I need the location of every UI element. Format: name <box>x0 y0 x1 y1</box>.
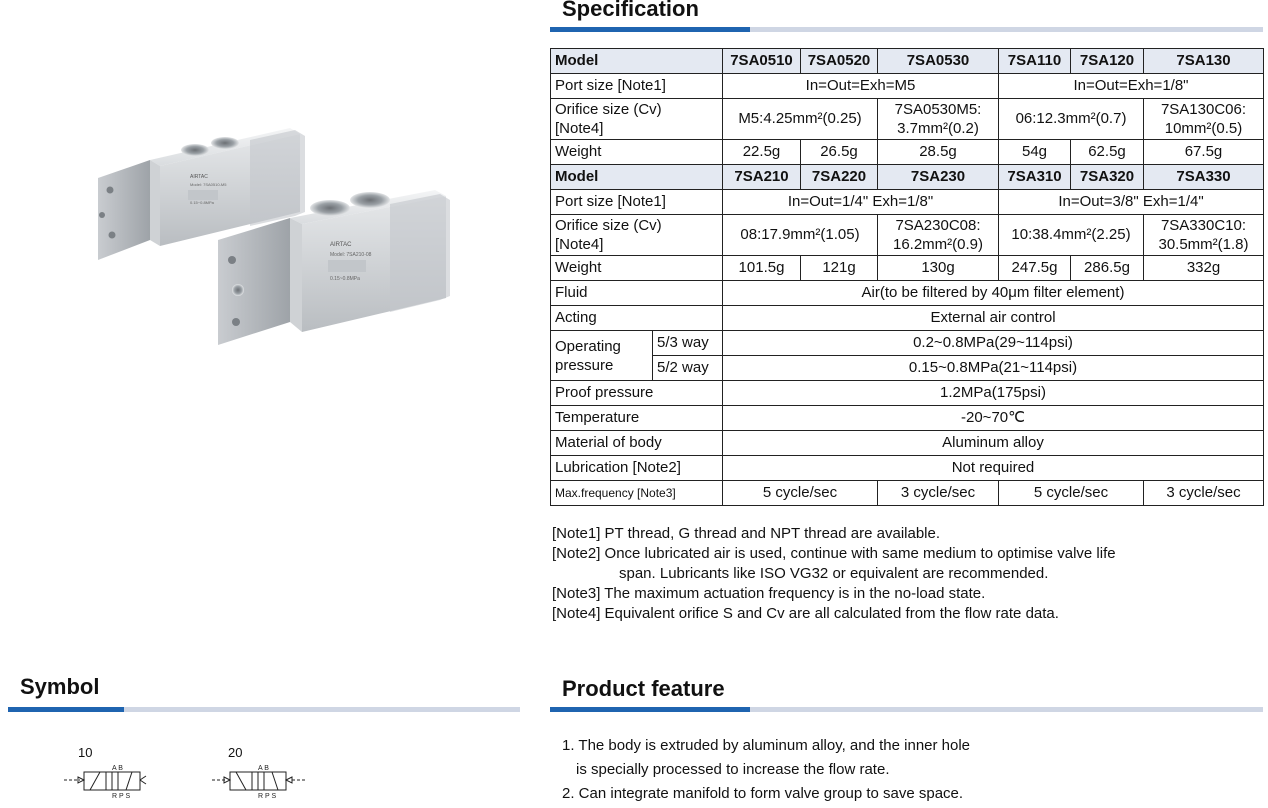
feature-1: 1. The body is extruded by aluminum alloy, and the inner hole <box>562 737 971 754</box>
temperature-label: Temperature <box>551 406 723 431</box>
model-cell: 7SA130 <box>1144 49 1264 74</box>
max-frequency-value: 5 cycle/sec <box>999 481 1144 506</box>
note-1: [Note1] PT thread, G thread and NPT thread are available. <box>552 525 941 542</box>
orifice-value: 7SA130C06: 10mm²(0.5) <box>1144 99 1264 140</box>
max-frequency-value: 3 cycle/sec <box>878 481 999 506</box>
symbol-10-label: 10 <box>78 745 93 760</box>
model-cell: 7SA0520 <box>801 49 878 74</box>
model-cell: 7SA310 <box>999 165 1071 190</box>
weight-cell: 130g <box>878 256 999 281</box>
weight-cell: 28.5g <box>878 140 999 165</box>
weight-cell: 121g <box>801 256 878 281</box>
symbol-20-diagram <box>210 760 310 808</box>
proof-pressure-value: 1.2MPa(175psi) <box>723 381 1264 406</box>
acting-value: External air control <box>723 306 1264 331</box>
fluid-row <box>551 281 1264 306</box>
valve-1-brand: AIRTAC <box>190 174 208 180</box>
material-value: Aluminum alloy <box>723 431 1264 456</box>
orifice-value: 10:38.4mm²(2.25) <box>999 215 1144 256</box>
valve-1-pressure: 0.15~0.8MPa <box>190 200 214 205</box>
port-size-row-1 <box>551 74 1264 99</box>
model-label: Model <box>551 165 723 190</box>
material-label: Material of body <box>551 431 723 456</box>
acting-label: Acting <box>551 306 723 331</box>
note-4: [Note4] Equivalent orifice S and Cv are all calculated from the flow rate data. <box>552 605 1059 622</box>
material-row <box>551 431 1264 456</box>
symbol-10-port-rps: R P S <box>112 793 131 800</box>
orifice-label: Orifice size (Cv) [Note4] <box>551 99 723 140</box>
model-cell: 7SA210 <box>723 165 801 190</box>
max-frequency-row <box>551 481 1264 506</box>
weight-cell: 332g <box>1144 256 1264 281</box>
lubrication-row <box>551 456 1264 481</box>
temperature-row <box>551 406 1264 431</box>
port-size-value: In=Out=Exh=M5 <box>723 74 999 99</box>
model-header-row-1 <box>551 49 1264 74</box>
proof-pressure-label: Proof pressure <box>551 381 723 406</box>
port-size-value: In=Out=1/4" Exh=1/8" <box>723 190 999 215</box>
operating-pressure-row-1 <box>551 331 1264 356</box>
operating-pressure-label: Operating pressure <box>551 331 653 381</box>
model-label: Model <box>551 49 723 74</box>
weight-label: Weight <box>551 140 723 165</box>
way-label: 5/3 way <box>653 331 723 356</box>
note-2: [Note2] Once lubricated air is used, continue with same medium to optimise valve life <box>552 545 1116 562</box>
orifice-value: 08:17.9mm²(1.05) <box>723 215 878 256</box>
weight-row-2 <box>551 256 1264 281</box>
symbol-20-port-rps: R P S <box>258 793 277 800</box>
symbol-title: Symbol <box>20 674 100 699</box>
product-features <box>562 734 1162 806</box>
port-size-label: Port size [Note1] <box>551 190 723 215</box>
proof-pressure-row <box>551 381 1264 406</box>
valve-2-brand: AIRTAC <box>330 242 352 248</box>
product-feature-rule <box>550 707 1263 712</box>
orifice-value: 7SA0530M5: 3.7mm²(0.2) <box>878 99 999 140</box>
feature-1-continued: is specially processed to increase the flow rate. <box>576 761 890 778</box>
weight-cell: 62.5g <box>1071 140 1144 165</box>
model-cell: 7SA110 <box>999 49 1071 74</box>
port-size-value: In=Out=3/8" Exh=1/4" <box>999 190 1264 215</box>
way-label: 5/2 way <box>653 356 723 381</box>
port-size-label: Port size [Note1] <box>551 74 723 99</box>
orifice-value: 7SA330C10: 30.5mm²(1.8) <box>1144 215 1264 256</box>
orifice-value: M5:4.25mm²(0.25) <box>723 99 878 140</box>
symbol-20-port-ab: A B <box>258 765 269 772</box>
max-frequency-value: 5 cycle/sec <box>723 481 878 506</box>
product-feature-title: Product feature <box>562 676 725 701</box>
specification-title: Specification <box>562 0 699 21</box>
model-cell: 7SA320 <box>1071 165 1144 190</box>
port-size-value: In=Out=Exh=1/8" <box>999 74 1264 99</box>
orifice-label: Orifice size (Cv) [Note4] <box>551 215 723 256</box>
specification-rule <box>550 27 1263 32</box>
model-cell: 7SA0530 <box>878 49 999 74</box>
symbol-20-label: 20 <box>228 745 243 760</box>
fluid-label: Fluid <box>551 281 723 306</box>
symbol-10-port-ab: A B <box>112 765 123 772</box>
weight-label: Weight <box>551 256 723 281</box>
orifice-value: 06:12.3mm²(0.7) <box>999 99 1144 140</box>
weight-cell: 67.5g <box>1144 140 1264 165</box>
orifice-row-1 <box>551 99 1264 140</box>
max-frequency-label: Max.frequency [Note3] <box>551 481 723 506</box>
lubrication-value: Not required <box>723 456 1264 481</box>
weight-cell: 54g <box>999 140 1071 165</box>
valve-2-pressure: 0.15~0.8MPa <box>330 276 360 282</box>
weight-cell: 101.5g <box>723 256 801 281</box>
note-3: [Note3] The maximum actuation frequency is in the no-load state. <box>552 585 986 602</box>
weight-cell: 22.5g <box>723 140 801 165</box>
symbol-10-diagram <box>60 760 160 808</box>
max-frequency-value: 3 cycle/sec <box>1144 481 1264 506</box>
port-size-row-2 <box>551 190 1264 215</box>
weight-cell: 247.5g <box>999 256 1071 281</box>
orifice-value: 7SA230C08: 16.2mm²(0.9) <box>878 215 999 256</box>
feature-2: 2. Can integrate manifold to form valve group to save space. <box>562 785 964 802</box>
model-cell: 7SA230 <box>878 165 999 190</box>
weight-cell: 26.5g <box>801 140 878 165</box>
note-2-continued: span. Lubricants like ISO VG32 or equivalent are recommended. <box>619 565 1049 582</box>
operating-pressure-row-2 <box>551 356 1264 381</box>
valve-1-model: Model: 7SA0510-M5 <box>190 182 227 187</box>
specification-table <box>550 48 1264 506</box>
lubrication-label: Lubrication [Note2] <box>551 456 723 481</box>
weight-cell: 286.5g <box>1071 256 1144 281</box>
model-cell: 7SA120 <box>1071 49 1144 74</box>
orifice-row-2 <box>551 215 1264 256</box>
symbol-rule <box>8 707 520 712</box>
acting-row <box>551 306 1264 331</box>
notes <box>552 524 1252 624</box>
model-cell: 7SA220 <box>801 165 878 190</box>
operating-pressure-value: 0.15~0.8MPa(21~114psi) <box>723 356 1264 381</box>
model-header-row-2 <box>551 165 1264 190</box>
weight-row-1 <box>551 140 1264 165</box>
fluid-value: Air(to be filtered by 40μm filter element) <box>723 281 1264 306</box>
operating-pressure-value: 0.2~0.8MPa(29~114psi) <box>723 331 1264 356</box>
temperature-value: -20~70℃ <box>723 406 1264 431</box>
model-cell: 7SA0510 <box>723 49 801 74</box>
model-cell: 7SA330 <box>1144 165 1264 190</box>
valve-2-model: Model: 7SA210-08 <box>330 252 372 258</box>
product-image <box>90 100 510 390</box>
